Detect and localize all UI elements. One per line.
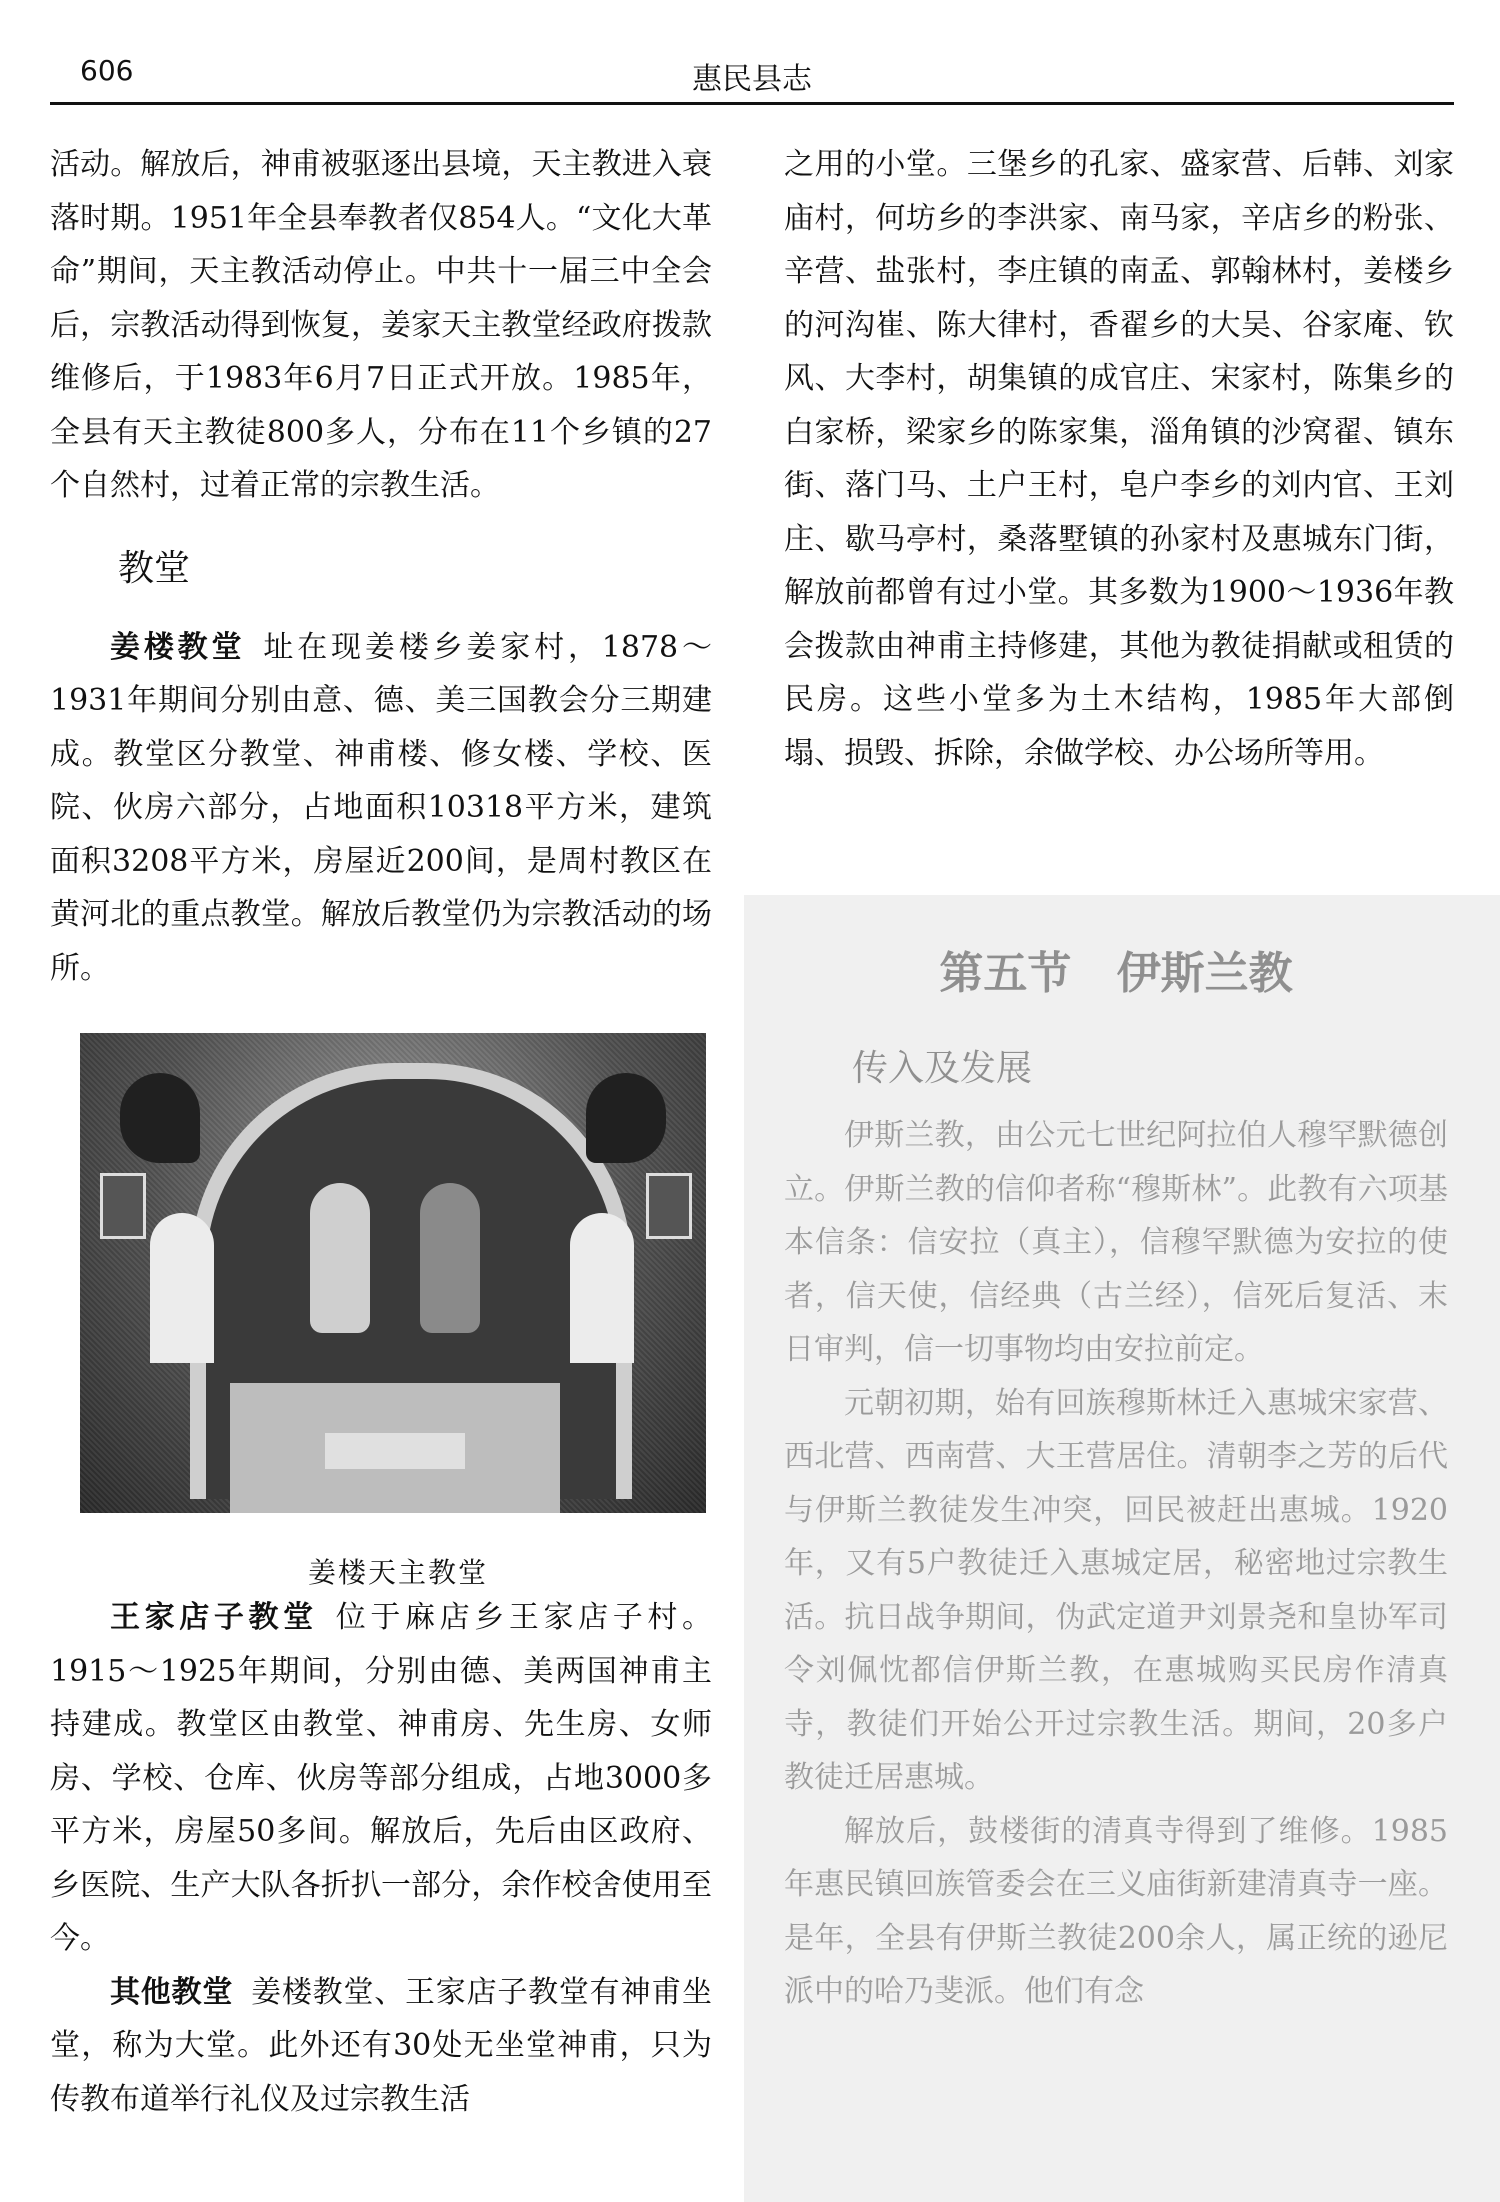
wangjia-term: 王家店子教堂	[110, 1600, 318, 1635]
photo-altar	[230, 1383, 560, 1513]
others-paragraph	[50, 1966, 712, 2127]
wangjia-paragraph	[50, 1591, 712, 1966]
wangjia-text: 位于麻店乡王家店子村。1915～1925年期间，分别由德、美两国神甫主持建成。教堂区由教堂、神甫房、先生房、女师房、学校、仓库、伙房等部分组成，占地3000多平方米，房屋50多间。解放后，先后由区政府、乡医院、生产大队各折扒一部分，余作校舍使用至今。	[50, 1600, 712, 1956]
continuation-paragraph: 之用的小堂。三堡乡的孔家、盛家营、后韩、刘家庙村，何坊乡的李洪家、南马家，辛店乡的粉张、辛营、盐张村，李庄镇的南孟、郭翰林村，姜楼乡的河沟崔、陈大律村，香翟乡的大吴、谷家庵、钦风、大李村，胡集镇的成官庄、宋家村，陈集乡的白家桥，梁家乡的陈家集，淄角镇的沙窝翟、镇东街、落门马、土户王村，皂户李乡的刘内官、王刘庄、歇马亭村，桑落墅镇的孙家村及惠城东门街，解放前都曾有过小堂。其多数为1900～1936年教会拨款由神甫主持修建，其他为教徒捐献或租赁的民房。这些小堂多为土木结构，1985年大部倒塌、损毁、拆除，余做学校、办公场所等用。	[784, 147, 1454, 771]
faded-section	[744, 895, 1500, 2202]
subheading-churches: 教堂	[118, 547, 191, 589]
jianglou-text: 址在现姜楼乡姜家村，1878～1931年期间分别由意、德、美三国教会分三期建成。教堂区分教堂、神甫楼、修女楼、学校、医院、伙房六部分，占地面积10318平方米，建筑面积3208平方米，房屋近200间，是周村教区在黄河北的重点教堂。解放后教堂仍为宗教活动的场所。	[50, 629, 712, 986]
church-interior-photo	[80, 1033, 706, 1513]
right-column	[784, 138, 1454, 780]
page-header	[50, 48, 1454, 102]
subheading-introduction: 传入及发展	[852, 1048, 1033, 1089]
jianglou-term: 姜楼教堂	[110, 629, 246, 665]
church-photo-figure	[80, 1033, 716, 1591]
section-title: 第五节 伊斯兰教	[939, 948, 1293, 999]
islam-paragraph-3: 解放后，鼓楼街的清真寺得到了维修。1985年惠民镇回族管委会在三义庙街新建清真寺一座。是年，全县有伊斯兰教徒200余人，属正统的逊尼派中的哈乃斐派。他们有念	[784, 1813, 1448, 2009]
photo-window-left	[150, 1213, 214, 1363]
photo-caption: 姜楼天主教堂	[307, 1556, 488, 1589]
photo-statue-right	[420, 1183, 480, 1333]
faded-section-content	[784, 947, 1448, 2019]
header-rule	[50, 102, 1454, 105]
others-text: 姜楼教堂、王家店子教堂有神甫坐堂，称为大堂。此外还有30处无坐堂神甫，只为传教布道举行礼仪及过宗教生活	[50, 1974, 713, 2117]
photo-altar-plate	[325, 1433, 465, 1469]
page-number: 606	[80, 54, 134, 87]
photo-angel-right	[586, 1073, 666, 1163]
photo-frame-left	[100, 1173, 146, 1239]
photo-angel-left	[120, 1073, 200, 1163]
jianglou-paragraph	[50, 621, 712, 996]
photo-window-right	[570, 1213, 634, 1363]
running-title: 惠民县志	[692, 62, 812, 97]
islam-paragraph-1: 伊斯兰教，由公元七世纪阿拉伯人穆罕默德创立。伊斯兰教的信仰者称“穆斯林”。此教有六项基本信条：信安拉（真主），信穆罕默德为安拉的使者，信天使，信经典（古兰经），信死后复活、末日审判，信一切事物均由安拉前定。	[784, 1118, 1448, 1367]
intro-paragraph: 活动。解放后，神甫被驱逐出县境，天主教进入衰落时期。1951年全县奉教者仅854人。“文化大革命”期间，天主教活动停止。中共十一届三中全会后，宗教活动得到恢复，姜家天主教堂经政府拨款维修后，于1983年6月7日正式开放。1985年，全县有天主教徒800多人，分布在11个乡镇的27个自然村，过着正常的宗教生活。	[50, 147, 712, 503]
others-term: 其他教堂	[110, 1974, 234, 2010]
islam-paragraph-2: 元朝初期，始有回族穆斯林迁入惠城宋家营、西北营、西南营、大王营居住。清朝李之芳的后代与伊斯兰教徒发生冲突，回民被赶出惠城。1920年，又有5户教徒迁入惠城定居，秘密地过宗教生活。抗日战争期间，伪武定道尹刘景尧和皇协军司令刘佩忱都信伊斯兰教，在惠城购买民房作清真寺，教徒们开始公开过宗教生活。期间，20多户教徒迁居惠城。	[784, 1385, 1448, 1795]
photo-frame-right	[646, 1173, 692, 1239]
photo-statue-left	[310, 1183, 370, 1333]
left-column	[50, 138, 712, 2126]
